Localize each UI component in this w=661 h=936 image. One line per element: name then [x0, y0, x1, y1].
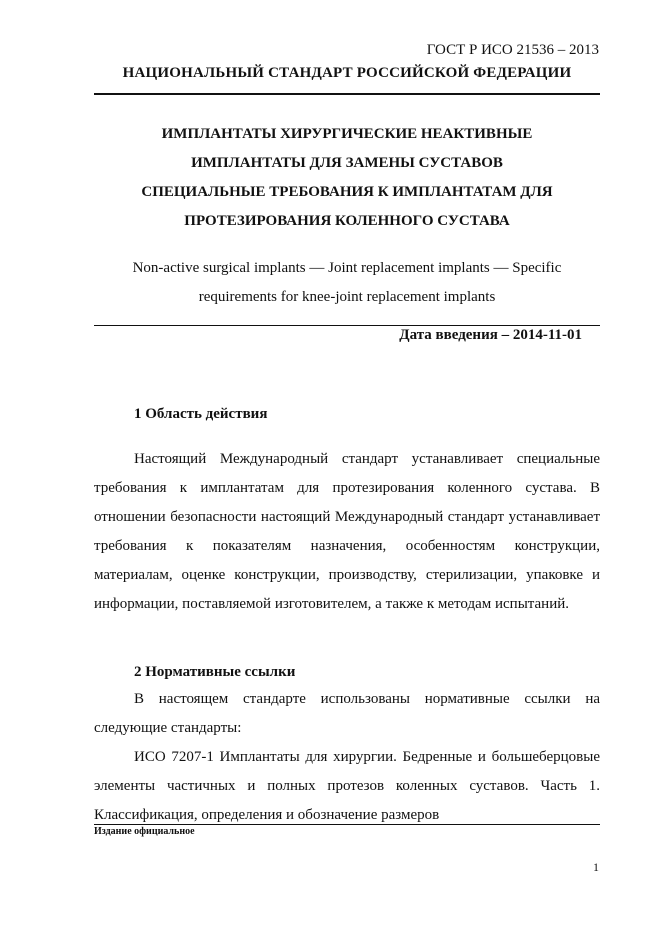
section-2-heading: 2 Нормативные ссылки: [134, 664, 296, 680]
title-line-2: ИМПЛАНТАТЫ ДЛЯ ЗАМЕНЫ СУСТАВОВ: [191, 155, 503, 171]
section-1-paragraph: Настоящий Международный стандарт устанавливает специальные требования к имплантатам для протезирования коленного сустава. В отношении безопасности настоящий Международный стандарт устанавливает требования к показателям назначения, особенностям конструкции, материалам, оценке конструкции, производству, стерилизации, упаковке и информации, поставляемой изготовителем, а также к методам испытаний.: [94, 451, 600, 612]
page-number: 1: [593, 860, 599, 874]
header-divider: [94, 93, 600, 95]
english-title-line-2: requirements for knee-joint replacement implants: [198, 289, 496, 305]
english-title-line-1: Non-active surgical implants — Joint replacement implants — Specific: [132, 260, 562, 276]
title-line-3: СПЕЦИАЛЬНЫЕ ТРЕБОВАНИЯ К ИМПЛАНТАТАМ ДЛЯ: [141, 184, 553, 200]
document-title: [94, 120, 600, 236]
section-2-body: [94, 685, 600, 830]
title-divider: [94, 325, 600, 326]
title-line-1: ИМПЛАНТАТЫ ХИРУРГИЧЕСКИЕ НЕАКТИВНЫЕ: [161, 126, 533, 142]
national-standard-heading: НАЦИОНАЛЬНЫЙ СТАНДАРТ РОССИЙСКОЙ ФЕДЕРАЦИИ: [122, 65, 572, 81]
section-1-body: [94, 445, 600, 619]
section-2-paragraph-2: ИСО 7207-1 Имплантаты для хирургии. Бедренные и большеберцовые элементы частичных и полных протезов коленных суставов. Часть 1. Классификация, определения и обозначение размеров: [94, 749, 600, 823]
section-1-heading: 1 Область действия: [134, 406, 268, 422]
edition-label: Издание официальное: [94, 826, 195, 837]
title-line-4: ПРОТЕЗИРОВАНИЯ КОЛЕННОГО СУСТАВА: [184, 213, 510, 229]
section-2-paragraph-1: В настоящем стандарте использованы нормативные ссылки на следующие стандарты:: [94, 691, 600, 736]
standard-code: ГОСТ Р ИСО 21536 – 2013: [426, 42, 599, 58]
english-title: [94, 254, 600, 312]
footer-divider: [94, 824, 600, 825]
introduction-date: Дата введения – 2014-11-01: [399, 327, 582, 343]
